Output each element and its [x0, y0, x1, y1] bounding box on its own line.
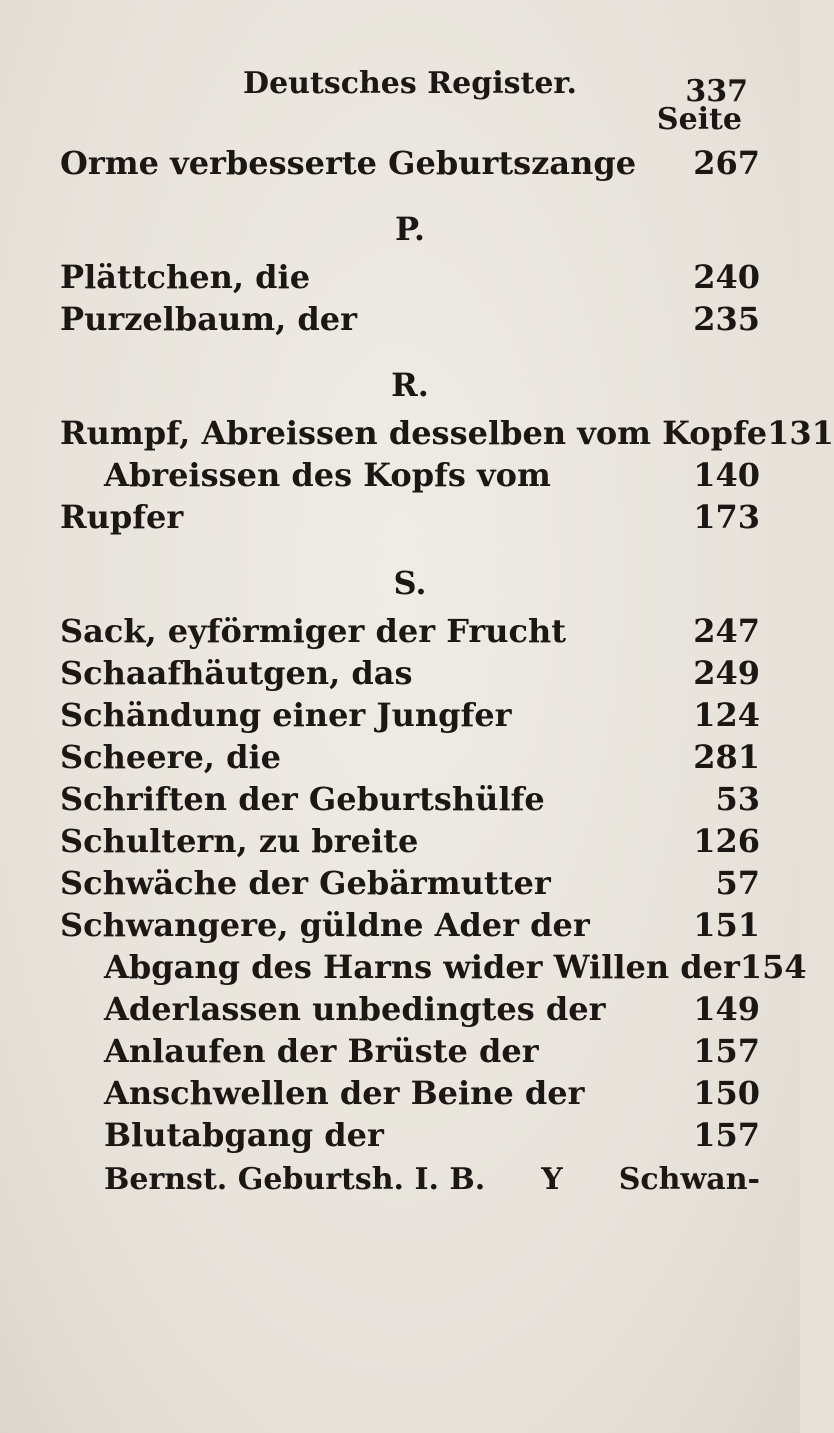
register-entry — [60, 654, 760, 696]
entry-page: 124 — [693, 696, 760, 734]
register-entry — [60, 300, 760, 342]
entry-page: 249 — [693, 654, 760, 692]
entry-text: Blutabgang der — [104, 1116, 384, 1154]
entry-page: 131 — [767, 414, 834, 452]
register-entry — [60, 864, 760, 906]
entry-text: Schwäche der Gebärmutter — [60, 864, 551, 902]
section-letter: P. — [395, 210, 425, 248]
entry-page: 57 — [715, 864, 760, 902]
entry-text: Rumpf, Abreissen desselben vom Kopfe — [60, 414, 768, 452]
catchword: Schwan- — [618, 1162, 760, 1197]
register-entry — [60, 144, 760, 186]
entry-text: Scheere, die — [60, 738, 281, 776]
entry-page: 140 — [693, 456, 760, 494]
entry-page: 173 — [693, 498, 760, 536]
register-entry — [60, 498, 760, 540]
register-entry — [60, 990, 760, 1032]
running-title: Deutsches Register. — [243, 66, 577, 101]
entry-text: Abreissen des Kopfs vom — [104, 456, 551, 494]
entry-text: Anschwellen der Beine der — [104, 1074, 585, 1112]
register-entry — [60, 258, 760, 300]
register-entry — [60, 906, 760, 948]
entry-page: 150 — [693, 1074, 760, 1112]
entry-page: 281 — [693, 738, 760, 776]
page-header — [60, 40, 760, 109]
register-entry — [60, 696, 760, 738]
column-label: Seite — [656, 102, 742, 137]
register-entry — [60, 1116, 760, 1158]
register-entry — [60, 612, 760, 654]
page-footer — [60, 1162, 760, 1197]
entry-text: Schaafhäutgen, das — [60, 654, 413, 692]
entry-page: 267 — [693, 144, 760, 182]
entry-page: 154 — [739, 948, 807, 986]
register-entry — [60, 414, 834, 456]
entry-text: Schändung einer Jungfer — [60, 696, 512, 734]
entry-text: Plättchen, die — [60, 258, 311, 296]
entry-text: Schriften der Geburtshülfe — [60, 780, 545, 818]
entry-page: 157 — [693, 1116, 760, 1154]
register-entry — [60, 738, 760, 780]
entry-text: Rupfer — [60, 498, 184, 536]
entry-text: Schultern, zu breite — [60, 822, 419, 860]
entry-text: Schwangere, güldne Ader der — [60, 906, 590, 944]
entry-page: 240 — [693, 258, 760, 296]
signature-letter: Y — [541, 1162, 563, 1197]
register-entry — [60, 1074, 760, 1116]
entry-page: 149 — [693, 990, 760, 1028]
entry-text: Anlaufen der Brüste der — [104, 1032, 539, 1070]
entry-page: 126 — [693, 822, 760, 860]
entry-text: Purzelbaum, der — [60, 300, 357, 338]
register-entry — [60, 948, 807, 990]
entry-page: 53 — [715, 780, 760, 818]
entry-page: 157 — [693, 1032, 760, 1070]
register-entry — [60, 780, 760, 822]
register-entries — [60, 144, 834, 1158]
page-number: 337 — [685, 74, 748, 109]
entry-page: 247 — [693, 612, 760, 650]
register-entry — [60, 1032, 760, 1074]
entry-text: Abgang des Harns wider Willen der — [104, 948, 740, 986]
entry-text: Orme verbesserte Geburtszange — [60, 144, 637, 182]
entry-page: 151 — [693, 906, 760, 944]
signature-mark: Bernst. Geburtsh. I. B. — [104, 1162, 486, 1197]
entry-text: Aderlassen unbedingtes der — [104, 990, 606, 1028]
section-letter: R. — [391, 366, 429, 404]
register-entry — [60, 822, 760, 864]
register-entry — [60, 456, 760, 498]
section-letter: S. — [393, 564, 427, 602]
entry-text: Sack, eyförmiger der Frucht — [60, 612, 566, 650]
entry-page: 235 — [693, 300, 760, 338]
